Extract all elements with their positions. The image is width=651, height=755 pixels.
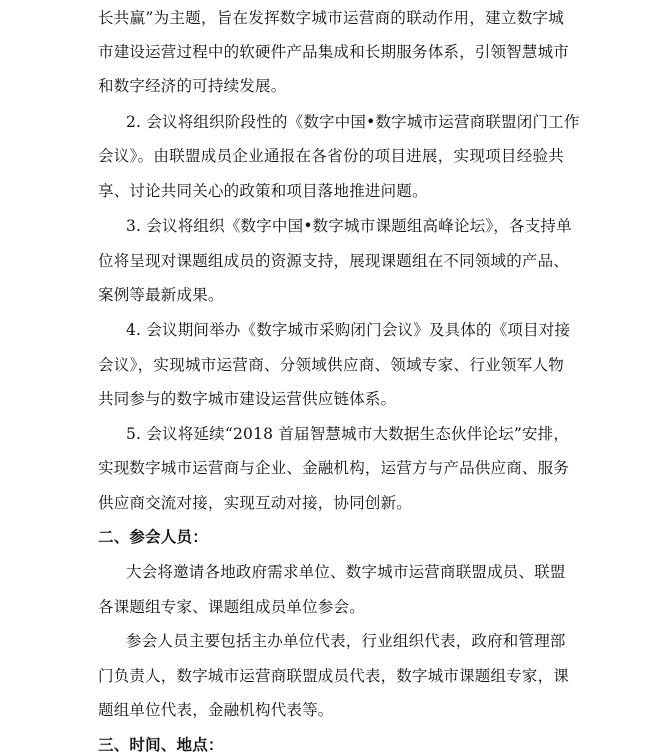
item-2-line-3: 享、讨论共同关心的政策和项目落地推进问题。 [98, 182, 428, 200]
section-3-heading: 三、时间、地点： [98, 736, 224, 754]
section-2-para-1-line-1: 大会将邀请各地政府需求单位、数字城市运营商联盟成员、联盟 [126, 563, 566, 581]
section-2-para-2-line-2: 门负责人，数字城市运营商联盟成员代表，数字城市课题组专家，课 [98, 667, 570, 685]
item-2-line-1: 2. 会议将组织阶段性的《数字中国•数字城市运营商联盟闭门工作 [126, 113, 580, 131]
intro-line-1: 长共赢”为主题，旨在发挥数字城市运营商的联动作用，建立数字城 [98, 9, 564, 27]
intro-line-2: 市建设运营过程中的软硬件产品集成和长期服务体系，引领智慧城市 [98, 43, 570, 61]
item-4-line-3: 共同参与的数字城市建设运营供应链体系。 [98, 390, 397, 408]
item-5-line-2: 实现数字城市运营商与企业、金融机构，运营方与产品供应商、服务 [98, 459, 570, 477]
section-2-heading: 二、参会人员： [98, 528, 208, 546]
item-2-line-2: 会议》。由联盟成员企业通报在各省份的项目进展，实现项目经验共 [98, 147, 564, 165]
item-3-line-1: 3. 会议将组织《数字中国•数字城市课题组高峰论坛》，各支持单 [126, 217, 572, 235]
section-2-para-1-line-2: 各课题组专家、课题组成员单位参会。 [98, 598, 365, 616]
item-4-line-1: 4. 会议期间举办《数字城市采购闭门会议》及具体的《项目对接 [126, 321, 571, 339]
section-2-para-2-line-3: 题组单位代表，金融机构代表等。 [98, 701, 334, 719]
intro-line-3: 和数字经济的可持续发展。 [98, 77, 287, 95]
item-3-line-3: 案例等最新成果。 [98, 286, 224, 304]
item-4-line-2: 会议》，实现城市运营商、分领域供应商、领域专家、行业领军人物 [98, 356, 564, 374]
item-3-line-2: 位将呈现对课题组成员的资源支持，展现课题组在不同领域的产品、 [98, 252, 570, 270]
item-5-line-1: 5. 会议将延续“2018 首届智慧城市大数据生态伙伴论坛”安排， [126, 425, 570, 443]
section-2-para-2-line-1: 参会人员主要包括主办单位代表，行业组织代表，政府和管理部 [126, 632, 566, 650]
item-5-line-3: 供应商交流对接，实现互动对接，协同创新。 [98, 494, 413, 512]
